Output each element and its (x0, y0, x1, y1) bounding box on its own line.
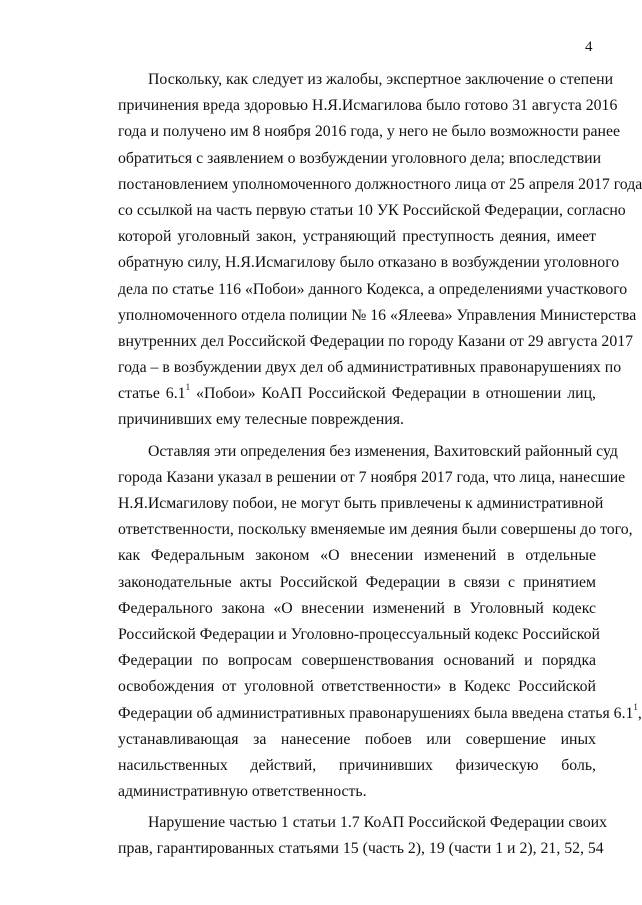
text-line: устанавливающая за нанесение побоев или совершение иных (118, 730, 596, 748)
text-line: административную ответственность. (118, 783, 367, 801)
page-number: 4 (585, 39, 593, 55)
text-line: ответственности, поскольку вменяемые им деяния были совершены до того, (118, 521, 633, 539)
text-line: Федерации по вопросам совершенствования оснований и порядка (118, 652, 596, 670)
text-line: как Федеральным законом «О внесении изменений в отдельные (118, 547, 596, 565)
paragraph-3 (118, 810, 608, 862)
text-line: Н.Я.Исмагилову побои, не могут быть привлечены к административной (118, 495, 604, 512)
text-line: дела по статье 116 «Побои» данного Кодекса, а определениями участкового (118, 280, 628, 298)
text-line: Нарушение частью 1 статьи 1.7 КоАП Российской Федерации своих (148, 814, 608, 832)
text-line: причинивших ему телесные повреждения. (118, 411, 404, 429)
paragraph-2 (118, 439, 642, 806)
text-line: Федерального закона «О внесении изменений в Уголовный кодекс (118, 599, 596, 617)
text-line: обратиться с заявлением о возбуждении уголовного дела; впоследствии (118, 149, 602, 167)
line-text: Федерации об административных правонарушениях была введена статья 6.1 (118, 704, 634, 722)
text-line-with-superscript (118, 381, 596, 407)
superscript-index: 1 (633, 701, 638, 712)
line-text: статье 6.1 (118, 385, 186, 403)
text-line: насильственных действий, причинивших физическую боль, (118, 756, 596, 774)
text-line: законодательные акты Российской Федерации в связи с принятием (118, 573, 596, 591)
text-line: уполномоченного отдела полиции № 16 «Ялеева» Управления Министерства (118, 306, 637, 324)
text-line: освобождения от уголовной ответственности» в Кодекс Российской (118, 678, 596, 696)
text-line: прав, гарантированных статьями 15 (часть 2), 19 (части 1 и 2), 21, 52, 54 (118, 840, 604, 858)
text-line: причинения вреда здоровью Н.Я.Исмагилова было готово 31 августа 2016 (118, 97, 618, 115)
text-line: внутренних дел Российской Федерации по городу Казани от 29 августа 2017 (118, 332, 634, 350)
document-body (118, 67, 642, 863)
text-line: города Казани указал в решении от 7 ноября 2017 года, что лица, нанесшие (118, 468, 626, 486)
line-text: «Побои» КоАП Российской Федерации в отношении лиц, (190, 385, 596, 403)
text-line: Оставляя эти определения без изменения, Вахитовский районный суд (148, 442, 618, 460)
text-line: обратную силу, Н.Я.Исмагилову было отказано в возбуждении уголовного (118, 254, 620, 272)
text-line: года – в возбуждении двух дел об административных правонарушениях по (118, 359, 622, 377)
paragraph-1 (118, 67, 642, 434)
text-line: со ссылкой на часть первую статьи 10 УК Российской Федерации, согласно (118, 201, 626, 219)
superscript-index: 1 (185, 382, 191, 393)
text-line: года и получено им 8 ноября 2016 года, у него не было возможности ранее (118, 123, 621, 141)
text-line: Поскольку, как следует из жалобы, экспертное заключение о степени (148, 71, 614, 88)
text-line-with-superscript (118, 701, 642, 727)
text-line: Российской Федерации и Уголовно-процессуальный кодекс Российской (118, 625, 600, 643)
text-line: постановлением уполномоченного должностного лица от 25 апреля 2017 года (118, 175, 642, 193)
line-text: , (637, 704, 642, 722)
text-line: которой уголовный закон, устраняющий преступность деяния, имеет (118, 228, 596, 246)
